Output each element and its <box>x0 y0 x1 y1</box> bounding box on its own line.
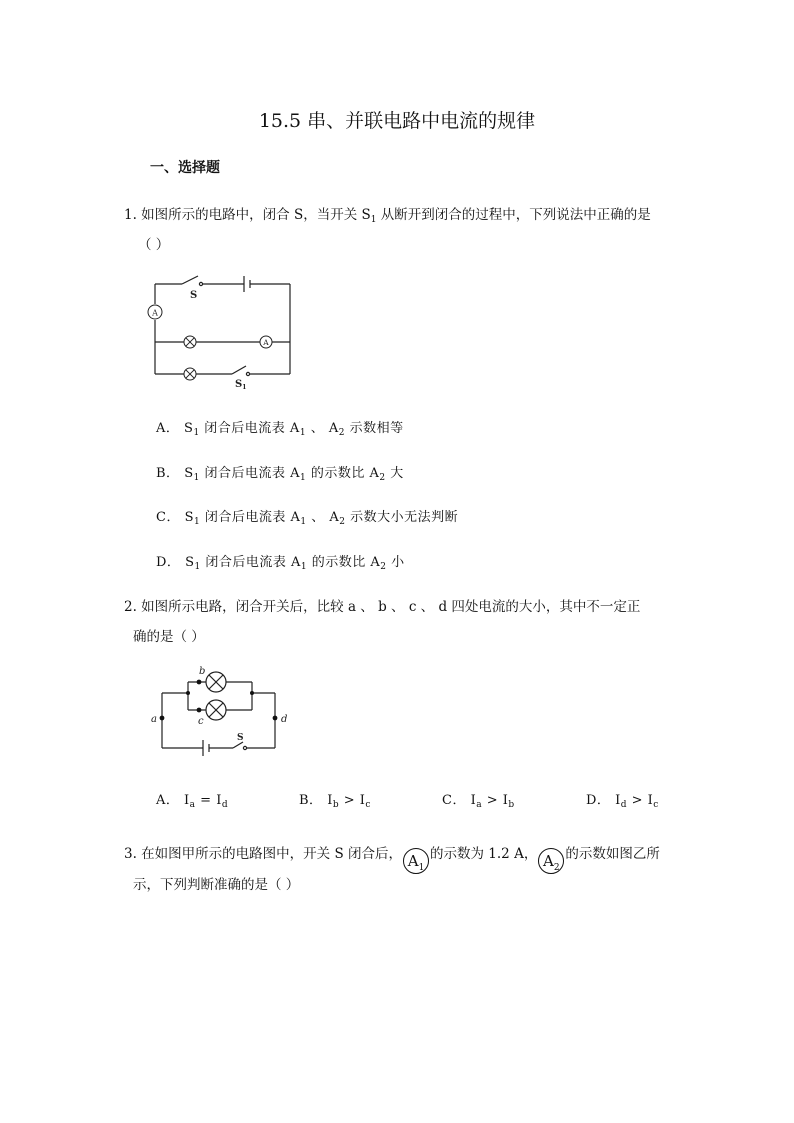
svg-text:A: A <box>263 338 269 347</box>
option-s: S <box>185 555 195 570</box>
q1-label-s1: $S_1$ <box>235 379 247 391</box>
option-s: S <box>184 421 194 436</box>
q2-point-d <box>273 716 278 721</box>
option-s: S <box>184 466 194 481</box>
option-b-sub: 2 <box>338 428 345 438</box>
option-right: I <box>216 793 222 808</box>
option-operator: > <box>626 793 648 808</box>
option-left-sub: b <box>332 800 340 810</box>
q1-option-d[interactable] <box>156 551 405 572</box>
option-letter: A． <box>156 793 180 808</box>
q2-junction-right <box>250 691 254 695</box>
q1-option-b[interactable] <box>156 462 404 483</box>
question-1-text-line2: （ ） <box>138 237 170 253</box>
q1-text-sub: 1 <box>370 215 377 225</box>
option-b-sub: 2 <box>339 517 346 527</box>
q1-text-part1: 1. 如图所示的电路中，闭合 S，当开关 S <box>124 207 371 223</box>
q1-switch-s <box>182 276 198 284</box>
q1-circuit-diagram <box>140 270 300 391</box>
q2-lamp-lower <box>206 700 226 720</box>
option-s-sub: 1 <box>193 428 200 438</box>
q2-point-a <box>160 716 165 721</box>
ammeter-a2-letter: A <box>543 852 554 870</box>
ammeter-a1-icon <box>403 848 429 874</box>
q3-text-pre: 3. 在如图甲所示的电路图中，开关 S 闭合后， <box>124 846 403 862</box>
option-s-sub: 1 <box>194 517 201 527</box>
option-left: I <box>327 793 333 808</box>
option-operator: > <box>339 793 360 808</box>
option-tail: 大 <box>385 466 404 481</box>
option-right-sub: c <box>653 800 659 810</box>
question-1-text-line1 <box>124 203 651 225</box>
option-letter: D． <box>156 555 181 570</box>
option-left: I <box>470 793 477 808</box>
option-left-sub: a <box>476 800 483 810</box>
option-rest: 的示数比 A <box>307 555 381 570</box>
q1-ammeter-a2 <box>260 336 272 348</box>
option-mid: 闭合后电流表 A <box>200 510 301 525</box>
q2-option-c[interactable] <box>442 789 515 810</box>
q1-switch-s1 <box>232 366 246 374</box>
option-letter: C． <box>156 510 180 525</box>
question-2-text-line1: 2. 如图所示电路，闭合开关后，比较 a 、 b 、 c 、 d 四处电流的大小，其中不一定正 <box>124 599 641 615</box>
ammeter-a1-letter: A <box>407 852 419 870</box>
ammeter-a1-sub: 1 <box>418 863 425 873</box>
option-tail: 小 <box>386 555 405 570</box>
q2-option-d[interactable] <box>586 789 659 810</box>
ammeter-a2-sub: 2 <box>553 863 560 873</box>
option-left-sub: a <box>189 800 196 810</box>
q2-label-b: b <box>199 666 206 677</box>
option-right-sub: d <box>221 800 229 810</box>
q2-label-a: a <box>151 714 157 725</box>
option-mid: 闭合后电流表 A <box>199 421 300 436</box>
q1-lamp-upper <box>184 336 196 348</box>
option-left: I <box>615 793 621 808</box>
section-heading: 一、选择题 <box>150 160 220 176</box>
option-a-sub: 1 <box>300 517 307 527</box>
option-right-sub: c <box>365 800 371 810</box>
option-letter: B． <box>299 793 323 808</box>
q1-text-part2: 从断开到闭合的过程中，下列说法中正确的是 <box>376 207 651 223</box>
q3-text-mid: 的示数为 1.2 A， <box>430 846 538 862</box>
q1-label-s: S <box>190 290 198 301</box>
option-left: I <box>184 793 190 808</box>
option-rest: 、 A <box>306 510 340 525</box>
option-letter: D． <box>586 793 611 808</box>
q1-lamp-lower <box>184 368 196 380</box>
svg-text:A: A <box>152 308 158 318</box>
ammeter-a2-icon <box>538 848 564 874</box>
q3-text-post: 的示数如图乙所 <box>565 846 660 862</box>
page-title: 15.5 串、并联电路中电流的规律 <box>258 110 536 132</box>
q2-circuit-diagram <box>145 660 295 760</box>
q2-label-s: S <box>237 733 244 743</box>
q2-junction-left <box>186 691 190 695</box>
q2-lamp-upper <box>206 672 226 692</box>
option-letter: A． <box>156 421 180 436</box>
q2-point-b <box>197 680 202 685</box>
option-left-sub: d <box>620 800 627 810</box>
q1-option-a[interactable] <box>156 417 404 438</box>
option-operator: = <box>195 793 217 808</box>
option-s-sub: 1 <box>194 562 201 572</box>
option-mid: 闭合后电流表 A <box>200 555 301 570</box>
q2-label-d: d <box>281 714 288 725</box>
option-operator: > <box>482 793 503 808</box>
option-s: S <box>184 510 194 525</box>
option-a-sub: 1 <box>300 473 307 483</box>
option-tail: 示数大小无法判断 <box>345 510 459 525</box>
question-3-text-line2: 示，下列判断准确的是（ ） <box>133 877 300 893</box>
q2-option-b[interactable] <box>299 789 371 810</box>
q2-point-c <box>197 708 202 713</box>
q1-option-c[interactable] <box>156 506 458 527</box>
option-letter: C． <box>442 793 466 808</box>
option-a-sub: 1 <box>300 562 308 572</box>
option-b-sub: 2 <box>379 473 386 483</box>
option-rest: 的示数比 A <box>306 466 380 481</box>
option-rest: 、 A <box>306 421 339 436</box>
q1-ammeter-a1 <box>148 305 162 319</box>
q2-option-a[interactable] <box>156 789 228 810</box>
option-tail: 示数相等 <box>344 421 404 436</box>
option-right: I <box>502 793 509 808</box>
option-right: I <box>359 793 366 808</box>
option-b-sub: 2 <box>380 562 387 572</box>
question-3-text-line1 <box>124 842 660 874</box>
option-mid: 闭合后电流表 A <box>199 466 300 481</box>
question-2-text-line2: 确的是（ ） <box>133 629 205 645</box>
option-letter: B． <box>156 466 180 481</box>
option-a-sub: 1 <box>299 428 307 438</box>
option-s-sub: 1 <box>193 473 200 483</box>
q2-label-c: c <box>198 716 204 727</box>
option-right-sub: b <box>508 800 515 810</box>
option-right: I <box>647 793 654 808</box>
